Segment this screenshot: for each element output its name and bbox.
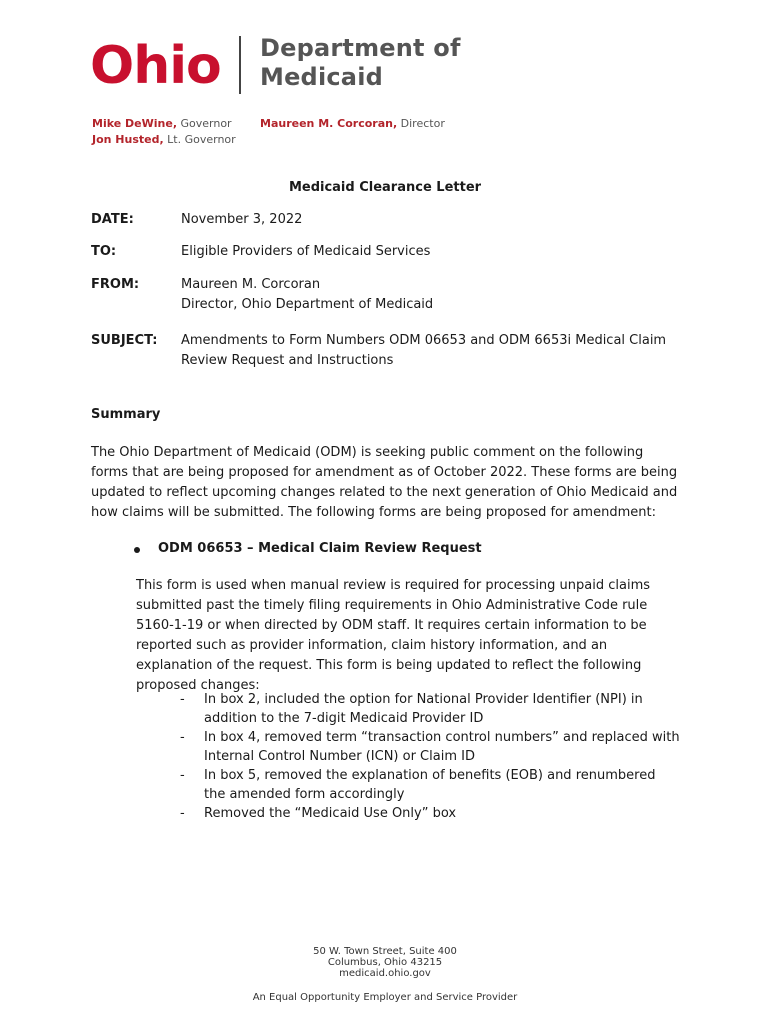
ohio-logo-text: Ohio	[90, 36, 221, 92]
subject-line-2: Review Request and Instructions	[181, 353, 394, 368]
dash-icon: -	[180, 768, 185, 783]
list-item	[180, 804, 680, 823]
footer-address	[0, 946, 770, 979]
subject-value	[181, 331, 681, 371]
footer-website: medicaid.ohio.gov	[339, 968, 431, 979]
officials-left	[92, 116, 236, 148]
from-name: Maureen M. Corcoran	[181, 277, 321, 292]
governor-name: Mike DeWine,	[92, 117, 177, 130]
footer-street: 50 W. Town Street, Suite 400	[313, 946, 457, 957]
subject-line-1: Amendments to Form Numbers ODM 06653 and ODM 6653i Medical Claim	[181, 333, 667, 348]
director-name: Maureen M. Corcoran,	[260, 117, 398, 130]
subject-label: SUBJECT:	[91, 333, 158, 348]
list-item	[180, 728, 680, 766]
change-text: In box 5, removed the explanation of benefits (EOB) and renumbered the amended form accordingly	[204, 768, 656, 802]
director-title: Director	[397, 117, 445, 130]
ohio-logo	[90, 36, 230, 92]
from-title: Director, Ohio Department of Medicaid	[181, 297, 434, 312]
footer-city: Columbus, Ohio 43215	[327, 957, 443, 968]
lt-governor-title: Lt. Governor	[163, 133, 236, 146]
department-line-1: Department of	[260, 34, 461, 62]
bullet-icon	[134, 547, 140, 553]
date-value: November 3, 2022	[181, 212, 303, 227]
footer-eoe: An Equal Opportunity Employer and Service Provider	[252, 992, 518, 1003]
summary-heading: Summary	[91, 407, 161, 422]
list-item	[180, 766, 680, 804]
to-label: TO:	[91, 244, 117, 259]
to-value: Eligible Providers of Medicaid Services	[181, 244, 431, 259]
from-label: FROM:	[91, 277, 140, 292]
dash-icon: -	[180, 692, 185, 707]
document-title: Medicaid Clearance Letter	[288, 180, 482, 195]
dash-icon: -	[180, 806, 185, 821]
summary-paragraph: The Ohio Department of Medicaid (ODM) is seeking public comment on the following forms that are being proposed for amendment as of October 2022. These forms are being updated to reflect upcoming changes related to the next generation of Ohio Medicaid and how claims will be submitted. The following forms are being proposed for amendment:	[91, 445, 678, 520]
department-name	[260, 34, 461, 92]
change-text: In box 2, included the option for National Provider Identifier (NPI) in addition to the 7-digit Medicaid Provider ID	[204, 692, 643, 726]
changes-list	[180, 690, 680, 823]
department-line-2: Medicaid	[260, 63, 383, 91]
from-value	[181, 275, 661, 315]
lt-governor-name: Jon Husted,	[92, 133, 164, 146]
change-text: In box 4, removed term “transaction control numbers” and replaced with Internal Control Number (ICN) or Claim ID	[204, 730, 680, 764]
form-description: This form is used when manual review is required for processing unpaid claims submitted past the timely filing requirements in Ohio Administrative Code rule 5160-1-19 or when directed by ODM staff. It requires certain information to be reported such as provider information, claim history information, and an explanation of the request. This form is being updated to reflect the following proposed changes:	[136, 578, 651, 693]
officials-right	[260, 116, 445, 132]
letterhead-divider	[239, 36, 241, 94]
form-bullet-text: ODM 06653 – Medical Claim Review Request	[158, 541, 482, 556]
lt-governor-line	[92, 132, 236, 148]
governor-title: Governor	[177, 117, 232, 130]
list-item	[180, 690, 680, 728]
date-label: DATE:	[91, 212, 134, 227]
change-text: Removed the “Medicaid Use Only” box	[204, 806, 457, 821]
dash-icon: -	[180, 730, 185, 745]
governor-line	[92, 116, 236, 132]
